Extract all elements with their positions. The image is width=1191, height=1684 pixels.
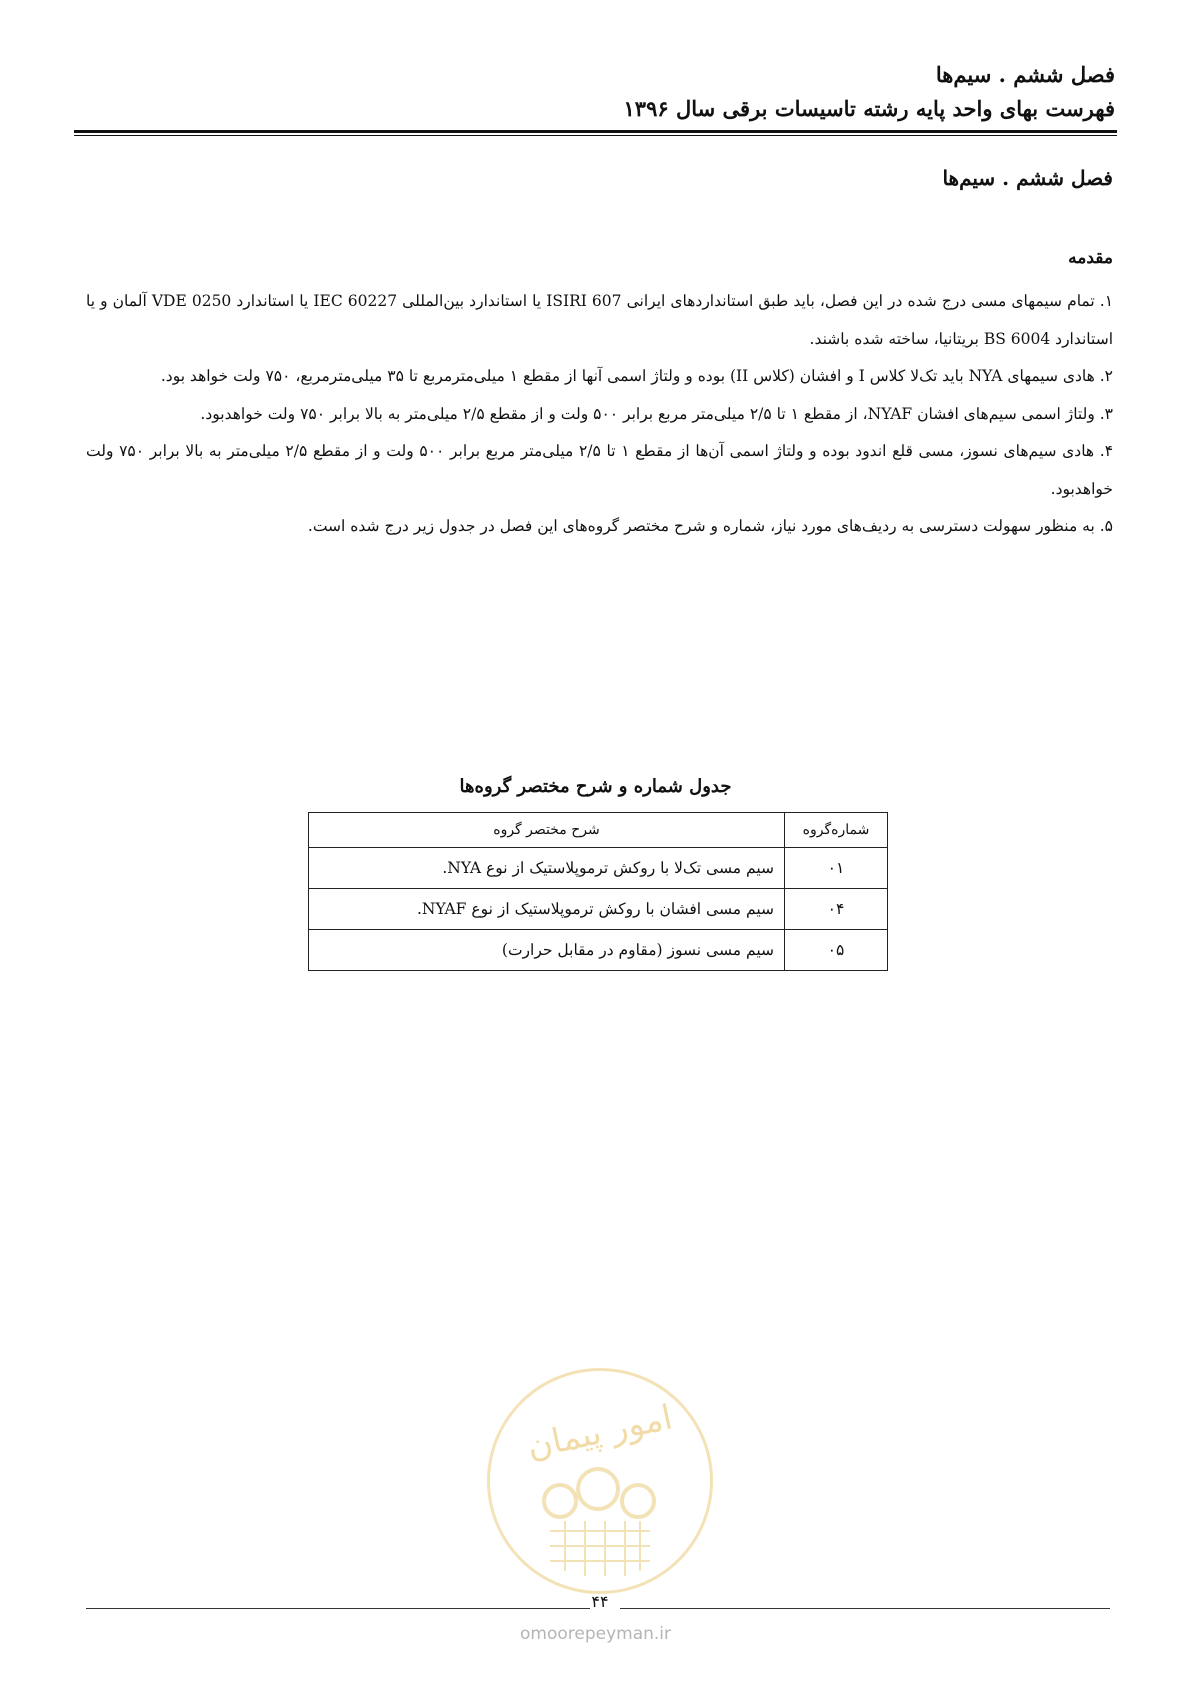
- table-row: [309, 930, 888, 971]
- group-description: سیم مسی تک‌لا با روکش ترموپلاستیک از نوع NYA.: [309, 848, 785, 889]
- group-number: ۰۴: [785, 889, 888, 930]
- table-header-row: [309, 813, 888, 848]
- footer-rule-right: [620, 1608, 1110, 1609]
- chapter-title: فصل ششم . سیم‌ها: [942, 166, 1113, 190]
- paragraph-5: ۵. به منظور سهولت دسترسی به ردیف‌های مورد نیاز، شماره و شرح مختصر گروه‌های این فصل در جدول زیر درج شده است.: [307, 517, 1113, 535]
- watermark-emblem-icon: [490, 1371, 710, 1591]
- group-description: سیم مسی نسوز (مقاوم در مقابل حرارت): [309, 930, 785, 971]
- header-book-title: فهرست بهای واحد پایه رشته تاسیسات برقی سال ۱۳۹۶: [623, 96, 1115, 121]
- site-watermark-text: omoorepeyman.ir: [519, 1624, 672, 1644]
- paragraph-3: ۳. ولتاژ اسمی سیم‌های افشان NYAF، از مقطع ۱ تا ۲/۵ میلی‌متر مربع برابر ۵۰۰ ولت و از مقطع ۲/۵ میلی‌متر به بالا برابر ۷۵۰ ولت خواهدبود.: [200, 404, 1113, 423]
- paragraph-4: ۴. هادی سیم‌های نسوز، مسی قلع اندود بوده و ولتاژ اسمی آن‌ها از مقطع ۱ تا ۲/۵ میلی‌متر مربع برابر ۵۰۰ ولت و از مقطع ۲/۵ میلی‌متر به بالا برابر ۷۵۰ ولت خواهدبود.: [86, 442, 1114, 498]
- table-row: [309, 848, 888, 889]
- header-rule-thick: [74, 130, 1117, 133]
- intro-heading: مقدمه: [1068, 248, 1113, 268]
- page-header: [86, 58, 1115, 126]
- header-group-number: شماره‌گروه: [785, 813, 888, 848]
- svg-text:امور پیمان: امور پیمان: [523, 1397, 676, 1468]
- group-number: ۰۵: [785, 930, 888, 971]
- groups-table: [308, 812, 888, 971]
- intro-paragraphs: [86, 283, 1113, 546]
- header-rule-thin: [74, 135, 1117, 136]
- footer-rule-left: [86, 1608, 590, 1609]
- table-row: [309, 889, 888, 930]
- watermark-seal: [487, 1368, 713, 1594]
- paragraph-2: ۲. هادی سیمهای NYA باید تک‌لا کلاس I و افشان (کلاس II) بوده و ولتاژ اسمی آنها از مقطع ۱ میلی‌مترمربع تا ۳۵ میلی‌مترمربع، ۷۵۰ ولت خواهد بود.: [160, 367, 1113, 385]
- header-chapter: فصل ششم . سیم‌ها: [935, 62, 1115, 87]
- paragraph-1: ۱. تمام سیمهای مسی درج شده در این فصل، باید طبق استانداردهای ایرانی ISIRI 607 یا استاندارد بین‌المللی IEC 60227 یا استاندارد VDE 0250 آلمان و یا استاندارد BS 6004 بریتانیا، ساخته شده باشند.: [86, 292, 1114, 348]
- group-number: ۰۱: [785, 848, 888, 889]
- page-number: ۴۴: [591, 1592, 609, 1611]
- header-group-description: شرح مختصر گروه: [309, 813, 785, 848]
- group-description: سیم مسی افشان با روکش ترموپلاستیک از نوع NYAF.: [309, 889, 785, 930]
- table-caption: جدول شماره و شرح مختصر گروه‌ها: [459, 776, 732, 797]
